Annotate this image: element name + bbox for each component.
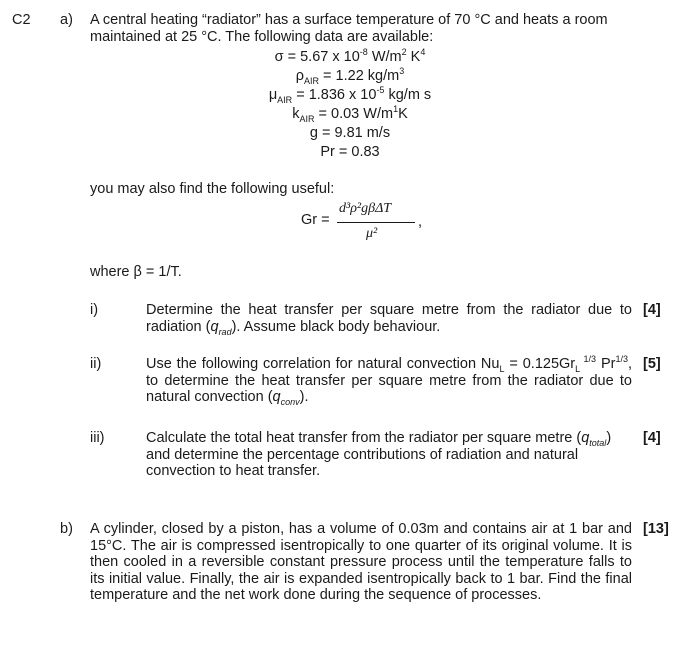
part-b-label: b)	[60, 521, 73, 537]
gr-lhs: Gr =	[301, 212, 330, 228]
subpart-iii-label: iii)	[90, 430, 105, 446]
k-line: $k_{AIR} = 0.03$ $W/m^1K$	[292, 104, 408, 124]
subpart-iii-text: Calculate the total heat transfer from the radiator per square metre $(q_{total})$ and determine the percentage contributions of radiation and natural convection to heat transfer.	[146, 430, 612, 479]
rho-line: $\rho_{AIR} = 1.22$ $kg/m^3$	[295, 66, 405, 86]
part-b-text: A cylinder, closed by a piston, has a volume of 0.03m and contains air at 1 bar and 15°C. The air is compressed isentropically to one quarter of its original volume. It is then cooled in a reversible constant pressure process until the temperature falls to its initial value. Finally, the air is expanded isentropically back to 1 bar. Find the final temperature and the net work done during the sequence of processes.	[90, 521, 632, 603]
subpart-ii-label: ii)	[90, 356, 102, 372]
part-a-label: a)	[60, 12, 73, 28]
where-text: where β = 1/T.	[90, 264, 182, 280]
subpart-ii-text: Use the following correlation for natural convection $Nu_L = 0.125Gr_L$ $^{1/3}$ $Pr^{1/3}$, to determine the heat transfer per square metre from the radiator due to natural convection $(q_{conv})$.	[146, 354, 632, 407]
subpart-i-marks: [4]	[643, 302, 661, 318]
part-a-intro: A central heating “radiator” has a surface temperature of 70 °C and heats a room maintained at 25 °C. The following data are available:	[90, 12, 608, 45]
gr-trail: ,	[418, 214, 423, 230]
gr-numerator: d³ρ²gβΔT	[339, 201, 392, 216]
gr-denominator: μ²	[366, 226, 378, 241]
subpart-i-label: i)	[90, 302, 99, 318]
subpart-iii-marks: [4]	[643, 430, 661, 446]
subpart-ii-marks: [5]	[643, 356, 661, 372]
mu-line: $\mu_{AIR} = 1.836$ x $10^{-5}$ kg/m s	[268, 85, 432, 105]
subpart-i-text: Determine the heat transfer per square metre from the radiator due to radiation $(q_{rad})$. Assume black body behaviour.	[146, 302, 632, 337]
question-number: C2	[12, 12, 31, 28]
sigma-line: σ = 5.67 x $10^{-8}$ $W/m^2$ $K^4$	[274, 47, 426, 65]
g-line: g = 9.81 m/s	[309, 125, 391, 141]
part-b-marks: [13]	[643, 521, 669, 537]
useful-text: you may also find the following useful:	[90, 181, 335, 197]
pr-line: Pr = 0.83	[320, 144, 380, 160]
gr-fraction-line	[337, 222, 415, 223]
